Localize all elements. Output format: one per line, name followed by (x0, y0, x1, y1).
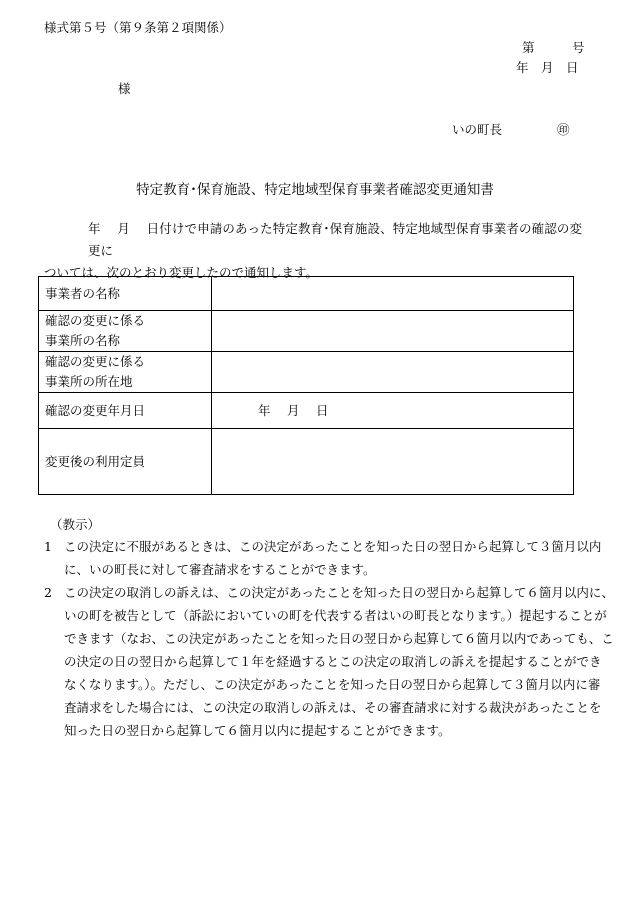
label-change-date: 確認の変更年月日 (39, 393, 212, 429)
form-code: 様式第５号（第９条第２項関係） (44, 20, 232, 35)
table-row (39, 277, 574, 311)
instruction-item-2 (44, 581, 614, 742)
value-facility-address[interactable] (212, 352, 574, 393)
seal-mark: ㊞ (557, 122, 570, 137)
instruction-line: 知った日の翌日から起算して６箇月以内に提起することができます。 (64, 723, 451, 738)
document-number: 第 号 (522, 40, 585, 55)
value-facility-name[interactable] (212, 311, 574, 352)
label-business-name: 事業者の名称 (39, 277, 212, 311)
instruction-item-1 (44, 535, 602, 581)
value-business-name[interactable] (212, 277, 574, 311)
table-row (39, 311, 574, 352)
addressee-honorific: 様 (118, 81, 131, 96)
instruction-line: この決定に不服があるときは、この決定があったことを知った日の翌日から起算して３箇月以内 (64, 539, 602, 554)
body-text (44, 218, 582, 284)
body-line-2: ついては、次のとおり変更したので通知します。 (44, 265, 319, 280)
instruction-line: できます（なお、この決定があったことを知った日の翌日から起算して６箇月以内であっても、こ (64, 631, 614, 646)
instruction-number: 2 (44, 585, 52, 600)
issuer-name: いの町長 (452, 122, 503, 137)
instruction-line: なくなります。）。ただし、この決定があったことを知った日の翌日から起算して３箇月以内に審 (64, 677, 601, 692)
value-capacity[interactable] (212, 429, 574, 495)
instruction-line: に、いの町長に対して審査請求をすることができます。 (64, 562, 376, 577)
instruction-line: この決定の取消しの訴えは、この決定があったことを知った日の翌日から起算して６箇月以内に、 (64, 585, 614, 600)
table-row (39, 429, 574, 495)
label-capacity: 変更後の利用定員 (39, 429, 212, 495)
document-date: 年 月 日 (516, 60, 579, 75)
table-row (39, 352, 574, 393)
document-title: 特定教育･保育施設、特定地域型保育事業者確認変更通知書 (136, 182, 494, 198)
instruction-number: 1 (44, 539, 52, 554)
instruction-heading: （教示） (50, 517, 101, 532)
instruction-line: の決定の日の翌日から起算して１年を経過するとこの決定の取消しの訴えを提起することができ (64, 654, 602, 669)
body-line-1: 年 月 日付けで申請のあった特定教育･保育施設、特定地域型保育事業者の確認の変更に (88, 221, 582, 258)
value-change-date[interactable]: 年 月 日 (212, 393, 574, 429)
table-row (39, 393, 574, 429)
label-facility-name: 確認の変更に係る 事業所の名称 (39, 311, 212, 352)
form-table (38, 276, 574, 495)
label-facility-address: 確認の変更に係る 事業所の所在地 (39, 352, 212, 393)
instruction-line: 査請求をした場合には、この決定の取消しの訴えは、その審査請求に対する裁決があったことを (64, 700, 602, 715)
instruction-line: いの町を被告として（訴訟においていの町を代表する者はいの町長となります。）提起することが (64, 608, 607, 623)
